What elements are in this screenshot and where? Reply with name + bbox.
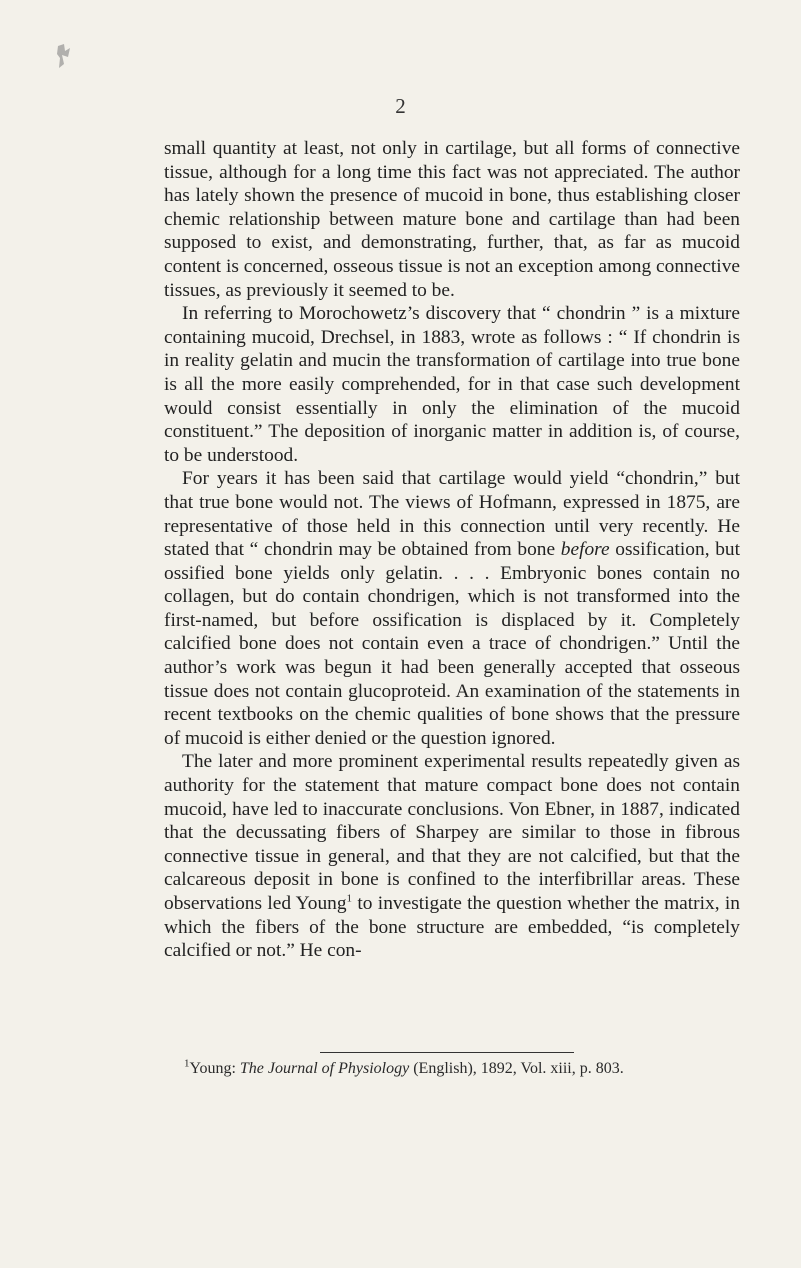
paragraph-2: In referring to Morochowetz’s discovery that “ chondrin ” is a mixture containing mucoid, Drechsel, in 1883, wrote as follows : “ If chondrin is in reality gelatin and mucin the transformation of cartilage into true bone is all the more easily comprehended, for in that case such development would consist essentially in only the elimination of the mucoid constituent.” The deposition of inorganic matter in addition is, of course, to be understood. [164, 303, 740, 466]
page-number: 2 [395, 94, 406, 118]
footnote-divider [320, 1052, 574, 1053]
paragraph-3-part-1: For years it has been said that cartilage would yield “chondrin,” but that true bone would not. The views of Hofmann, expressed in 1875, are representative of those held in this connection until very recently. He stated that “ chondrin may be obtained from bone [164, 468, 740, 561]
paragraph-4-part-1: The later and more prominent experimental results repeatedly given as authority for the statement that mature compact bone does not contain mucoid, have led to inaccurate conclusions. Von Ebner, in 1887, indicated that the decussating fibers of Sharpey are similar to those in fibrous connective tissue in general, and that they are not calcified, but that the calcareous deposit in bone is confined to the interfibrillar areas. These observations led Young [164, 751, 740, 914]
emphasis-before: before [560, 539, 610, 561]
footnote-journal: The Journal of Physiology [239, 1060, 410, 1077]
body-text [164, 137, 740, 963]
footnote-details: (English), 1892, Vol. xiii, p. 803. [409, 1060, 624, 1077]
paragraph-3 [164, 467, 740, 750]
paragraph-1: small quantity at least, not only in cartilage, but all forms of connective tissue, although for a long time this fact was not appreciated. The author has lately shown the presence of mucoid in bone, thus establishing closer chemic relationship between mature bone and cartilage than had been supposed to exist, and demonstrating, further, that, as far as mucoid content is concerned, osseous tissue is not an exception among connective tissues, as previously it seemed to be. [164, 138, 740, 301]
footnote-reference: 1 [346, 892, 353, 905]
page-corner-mark [56, 42, 74, 70]
paragraph-4-part-2: to investigate the question whether the matrix, in which the fibers of the bone structure are embedded, “is completely calcified or not.” He con- [164, 893, 740, 962]
footnote-marker: 1 [184, 1057, 190, 1070]
footnote [164, 1057, 740, 1078]
paragraph-4 [164, 750, 740, 962]
paragraph-3-part-2: ossification, but ossified bone yields only gelatin. . . . Embryonic bones contain no collagen, but do contain chondrigen, which is not transformed into the first-named, but before ossification is displaced by it. Completely calcified bone does not contain even a trace of chondrigen.” Until the author’s work was begun it had been generally accepted that osseous tissue does not contain glucoproteid. An examination of the statements in recent textbooks on the chemic qualities of bone shows that the pressure of mucoid is either denied or the question ignored. [164, 539, 741, 749]
footnote-author: Young: [189, 1060, 240, 1077]
